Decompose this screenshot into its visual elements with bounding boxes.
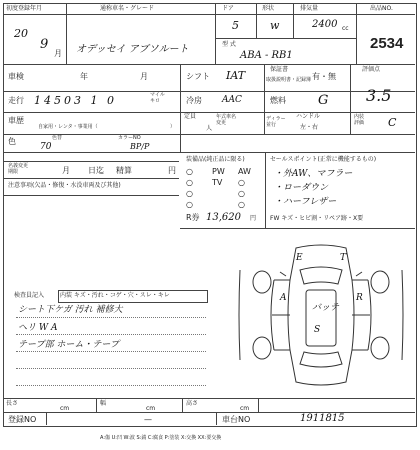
length-unit: cm (60, 405, 70, 412)
divider (3, 134, 415, 135)
model-label: 通称車名・グレード (100, 5, 155, 12)
lot-label: 出品NO. (370, 5, 393, 12)
divider (3, 195, 179, 196)
inspector-label: 検査員記入 (14, 292, 45, 299)
chassis-label: 車台NO (222, 415, 251, 424)
shaken-month-unit: 月 (140, 72, 148, 81)
warranty-label: 保証書 (270, 66, 289, 73)
equipment-item: ○ (186, 200, 193, 209)
equipment-item: ○ (186, 167, 193, 176)
svg-text:T: T (340, 253, 347, 263)
shape-value: w (270, 19, 280, 32)
lot-value: 2534 (370, 35, 404, 52)
history-label: 車歴 (8, 116, 24, 125)
regdate-month: 月 (62, 166, 70, 175)
first-reg-label: 初度登録年月 (6, 5, 43, 12)
shift-label: シフト (186, 72, 210, 81)
ac-value: AAC (222, 95, 242, 105)
color-change-label: 色替 (52, 135, 63, 141)
rb-value: 13,620 (206, 212, 241, 223)
shift-value: IAT (226, 69, 246, 82)
interior-value: C (388, 116, 397, 129)
capacity-label: 定員 (184, 113, 197, 120)
note-line-2: ヘリ W A (18, 323, 58, 333)
shaken-year-unit: 年 (80, 72, 88, 81)
sale-point-2: ・ローダウン (274, 183, 329, 193)
equipment-item: ○ (238, 200, 245, 209)
divider (3, 412, 415, 413)
rb-unit: 円 (250, 215, 257, 222)
divider (3, 398, 415, 399)
sale-point-1: ・外AW、マフラー (274, 169, 353, 179)
width-unit: cm (146, 405, 156, 412)
doors-label: ドア (222, 5, 234, 12)
rb-label: R券 (186, 213, 200, 222)
dealer-label: ディラー 並行 (266, 116, 286, 128)
ac-label: 冷房 (186, 96, 202, 105)
mileage-label: 走行 (8, 96, 24, 105)
notes-label: 注意事項(欠品・修復・水没車両及び其他) (8, 182, 121, 189)
warranty-sub: 取扱説明書・記録簿 (266, 77, 312, 83)
fuel-label: 燃料 (270, 96, 286, 105)
reg-no-label: 登録NO (8, 415, 37, 424)
equipment-item: TV (212, 178, 223, 187)
capacity-unit: 人 (206, 125, 213, 132)
sale-point-3: ・ハーフレザー (274, 197, 337, 207)
svg-text:S: S (314, 325, 321, 335)
fw-line: FW キズ・ヒビ割・リペア跡・X要 (270, 215, 364, 222)
first-reg-year: 20 (14, 27, 28, 40)
fuel-value: G (318, 93, 329, 108)
inspector-categories: 内装 キズ・汚れ・コゲ・穴・スレ・キレ (60, 292, 170, 299)
divider (3, 91, 415, 92)
color-value: 70 (40, 142, 52, 152)
history-options: 自家用・レンタ・事業用（ (38, 124, 98, 130)
height-label: 高さ (186, 400, 199, 407)
equipment-item: ○ (186, 178, 193, 187)
height-unit: cm (240, 405, 250, 412)
color-no-label: カラーNO (118, 135, 141, 141)
type-value: ABA - RB1 (240, 50, 293, 61)
model-value: オデッセイ アブソルート (76, 44, 189, 55)
equipment-item: ○ (238, 178, 245, 187)
recycle-unit: 円 (168, 166, 176, 175)
score-value: 3.5 (366, 86, 392, 105)
first-reg-month: 9 (40, 37, 49, 52)
equipment-title: 装備品(純正品に限る) (186, 156, 245, 163)
length-label: 長さ (6, 400, 19, 407)
displacement-label: 排気量 (300, 5, 319, 12)
type-label: 型 式 (222, 41, 236, 48)
chassis-value: 1911815 (300, 413, 345, 424)
regdate-day: 日迄 (88, 166, 104, 175)
divider (3, 112, 415, 113)
mileage-unit: マイル キロ (150, 92, 165, 104)
shape-label: 形状 (262, 5, 275, 12)
svg-text:R: R (356, 293, 363, 303)
sale-points-title: セールスポイント(正常に機能するもの) (270, 156, 377, 163)
shaken-label: 車検 (8, 72, 24, 81)
warranty-value: 有・無 (312, 72, 336, 81)
displacement-value: 2400 (312, 19, 338, 30)
first-reg-month-unit: 月 (54, 49, 62, 58)
equipment-item: ○ (238, 189, 245, 198)
divider (3, 161, 179, 162)
recycle-label: 精算 (116, 166, 132, 175)
handle-label: ハンドル (296, 113, 321, 120)
old-capacity-label: 年式車名 変更 (216, 114, 237, 126)
equipment-item: AW (238, 167, 251, 176)
color-no-value: BP/P (130, 142, 150, 151)
width-label: 幅 (100, 400, 107, 407)
regdate-label: 名義変更 期限 (8, 163, 29, 175)
handle-value: 左・右 (300, 124, 319, 131)
equipment-item: ○ (186, 189, 193, 198)
equipment-item: PW (212, 167, 225, 176)
reg-no-dash: — (144, 415, 152, 424)
mileage-value: 14503 1 0 (34, 94, 117, 107)
divider (3, 152, 415, 153)
cc-unit: cc (342, 25, 349, 32)
svg-text:E: E (296, 253, 303, 263)
note-line-3: テープ部 ホーム・テープ (18, 340, 119, 350)
color-label: 色 (8, 137, 16, 146)
damage-legend: A:傷 U:凹 W:波 S:錆 C:腐食 P:塗装 X:交換 XX:要交換 (100, 435, 222, 441)
car-diagram (236, 240, 406, 390)
history-close: ） (170, 124, 176, 130)
score-label: 評価点 (362, 66, 381, 73)
doors-value: 5 (232, 19, 239, 32)
interior-label: 内装 評価 (354, 114, 365, 126)
divider (3, 64, 415, 65)
svg-text:バッテ: バッテ (312, 303, 340, 313)
divider (3, 178, 179, 179)
note-line-1: シート下ケガ 汚れ 補修大 (18, 305, 123, 315)
svg-text:A: A (280, 293, 287, 303)
